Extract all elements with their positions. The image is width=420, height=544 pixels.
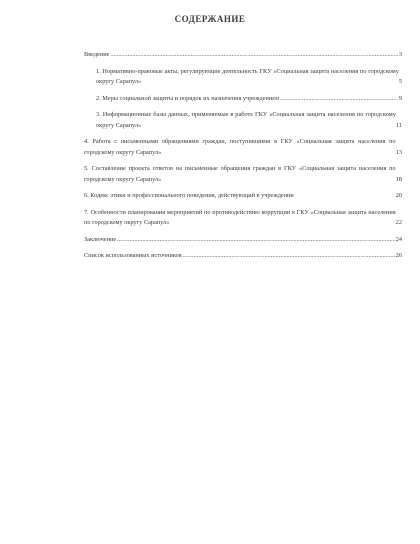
toc-entry-6 <box>84 191 402 202</box>
dot-leader <box>280 94 398 105</box>
toc-entry-text: 2. Меры социальной защиты и порядок их назначения учреждением <box>96 94 280 102</box>
dot-leader <box>183 251 395 262</box>
toc-page-number: 18 <box>395 175 402 183</box>
toc-entry-3 <box>84 110 402 131</box>
toc-entry-text: 1. Нормативно-правовые акты, регулирующие деятельность ГКУ «Социальная защита населения по городскому округу Сарапул» <box>96 67 399 85</box>
toc-entry-7 <box>84 208 402 229</box>
toc-page-number: 11 <box>395 121 402 129</box>
toc-entry-conclusion <box>84 235 402 246</box>
toc-page-number: 13 <box>395 148 402 156</box>
toc-entry-text: Список использованных источников <box>84 252 182 259</box>
toc-entry-text: Заключение <box>84 235 117 243</box>
toc-page-number: 24 <box>395 235 402 243</box>
page-title: СОДЕРЖАНИЕ <box>174 14 246 24</box>
toc-page-number: 22 <box>395 219 402 226</box>
toc-page-number: 5 <box>398 78 402 85</box>
toc-entry-text: 4. Работа с письменными обращениями граждан, поступившими в ГКУ «Социальная защита населения по городскому округу Сарапул» <box>84 138 396 156</box>
toc-entry-sources <box>84 251 402 262</box>
toc-entry-intro <box>84 50 402 61</box>
toc-entry-5 <box>84 164 402 185</box>
toc-entry-text: 7. Особенности планирования мероприятий по противодействию коррупции в ГКУ «Социальная защита населения по городскому округу Сарапул» <box>84 208 396 226</box>
toc-entry-4 <box>84 137 402 158</box>
toc-page-number: 9 <box>398 94 402 102</box>
toc-entry-text: 6. Кодекс этики и профессионального поведения, действующий в учреждении <box>84 192 294 199</box>
toc-page-number: 20 <box>395 192 402 199</box>
toc-entry-1 <box>84 67 402 88</box>
toc-entry-text: 3. Информационные базы данных, применяемые в работе ГКУ «Социальная защита населения по городскому округу Сарапул» <box>96 111 396 129</box>
dot-leader <box>117 235 395 246</box>
toc-entry-2 <box>84 94 402 105</box>
table-of-contents <box>84 50 402 262</box>
toc-page-number: 26 <box>395 252 402 259</box>
toc-entry-text: Введение <box>84 51 110 58</box>
dot-leader <box>110 50 397 61</box>
toc-page-number: 3 <box>398 51 402 58</box>
toc-entry-text: 5. Составление проекта ответов на письменные обращения граждан в ГКУ «Социальная защита населения по городскому округу Сарапул» <box>84 165 396 183</box>
